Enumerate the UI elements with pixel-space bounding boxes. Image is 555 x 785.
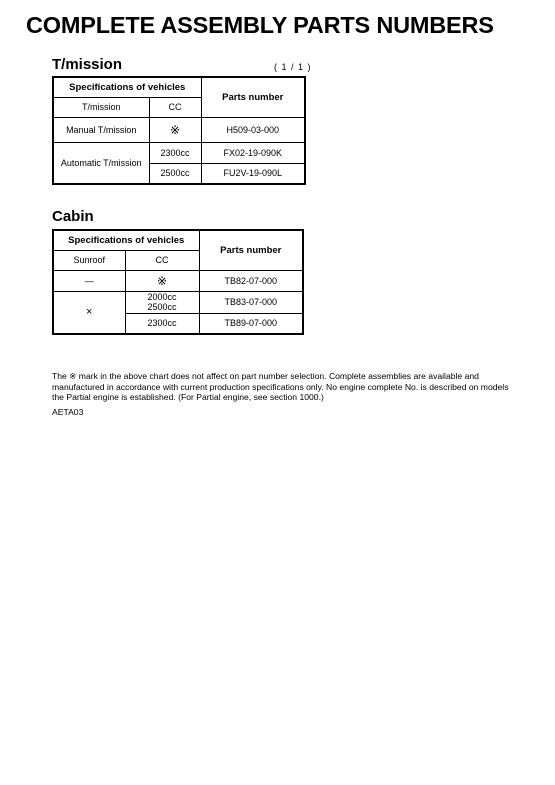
tmission-section-title: T/mission (52, 56, 123, 73)
table-row (53, 270, 303, 291)
cabin-cc-cell: 2300cc (125, 313, 199, 334)
cabin-col-sunroof: Sunroof (53, 250, 125, 270)
cabin-cc-line: 2500cc (147, 302, 177, 312)
tmission-parts-header: Parts number (201, 77, 305, 117)
table-row (53, 291, 303, 313)
tmission-parts-table (52, 76, 306, 185)
cabin-parts-table (52, 229, 304, 335)
tmission-part-cell: H509-03-000 (201, 117, 305, 142)
footnote: The ※ mark in the above chart does not affect on part number selection. Complete assemblies are available and manufactured in accordance with current production specifications only. No engine complete No. is described on models the Partial engine is established. (For Partial engine, see section 1000.) (52, 371, 509, 402)
cabin-spec-header: Specifications of vehicles (53, 230, 199, 250)
tmission-type-cell: Manual T/mission (53, 117, 149, 142)
table-row (53, 117, 305, 142)
asterisk-mark-icon: ※ (149, 117, 201, 142)
tmission-cc-cell: 2300cc (149, 142, 201, 163)
tmission-type-cell: Automatic T/mission (53, 142, 149, 184)
cross-mark-icon: × (53, 291, 125, 334)
tmission-cc-cell: 2500cc (149, 163, 201, 184)
tmission-col-cc: CC (149, 97, 201, 117)
cabin-cc-line: 2000cc (147, 292, 177, 302)
cabin-part-cell: TB83-07-000 (199, 291, 303, 313)
page-count: ( 1 / 1 ) (274, 62, 312, 72)
cabin-section-title: Cabin (52, 208, 94, 225)
table-row (53, 142, 305, 163)
document-code: AETA03 (52, 407, 84, 417)
asterisk-mark-icon: ※ (125, 270, 199, 291)
dash-mark-icon: — (53, 270, 125, 291)
tmission-col-type: T/mission (53, 97, 149, 117)
tmission-spec-header: Specifications of vehicles (53, 77, 201, 97)
cabin-part-cell: TB89-07-000 (199, 313, 303, 334)
tmission-part-cell: FX02-19-090K (201, 142, 305, 163)
page-title: COMPLETE ASSEMBLY PARTS NUMBERS (26, 12, 494, 38)
tmission-part-cell: FU2V-19-090L (201, 163, 305, 184)
cabin-cc-cell (125, 291, 199, 313)
cabin-parts-header: Parts number (199, 230, 303, 270)
cabin-part-cell: TB82-07-000 (199, 270, 303, 291)
cabin-col-cc: CC (125, 250, 199, 270)
